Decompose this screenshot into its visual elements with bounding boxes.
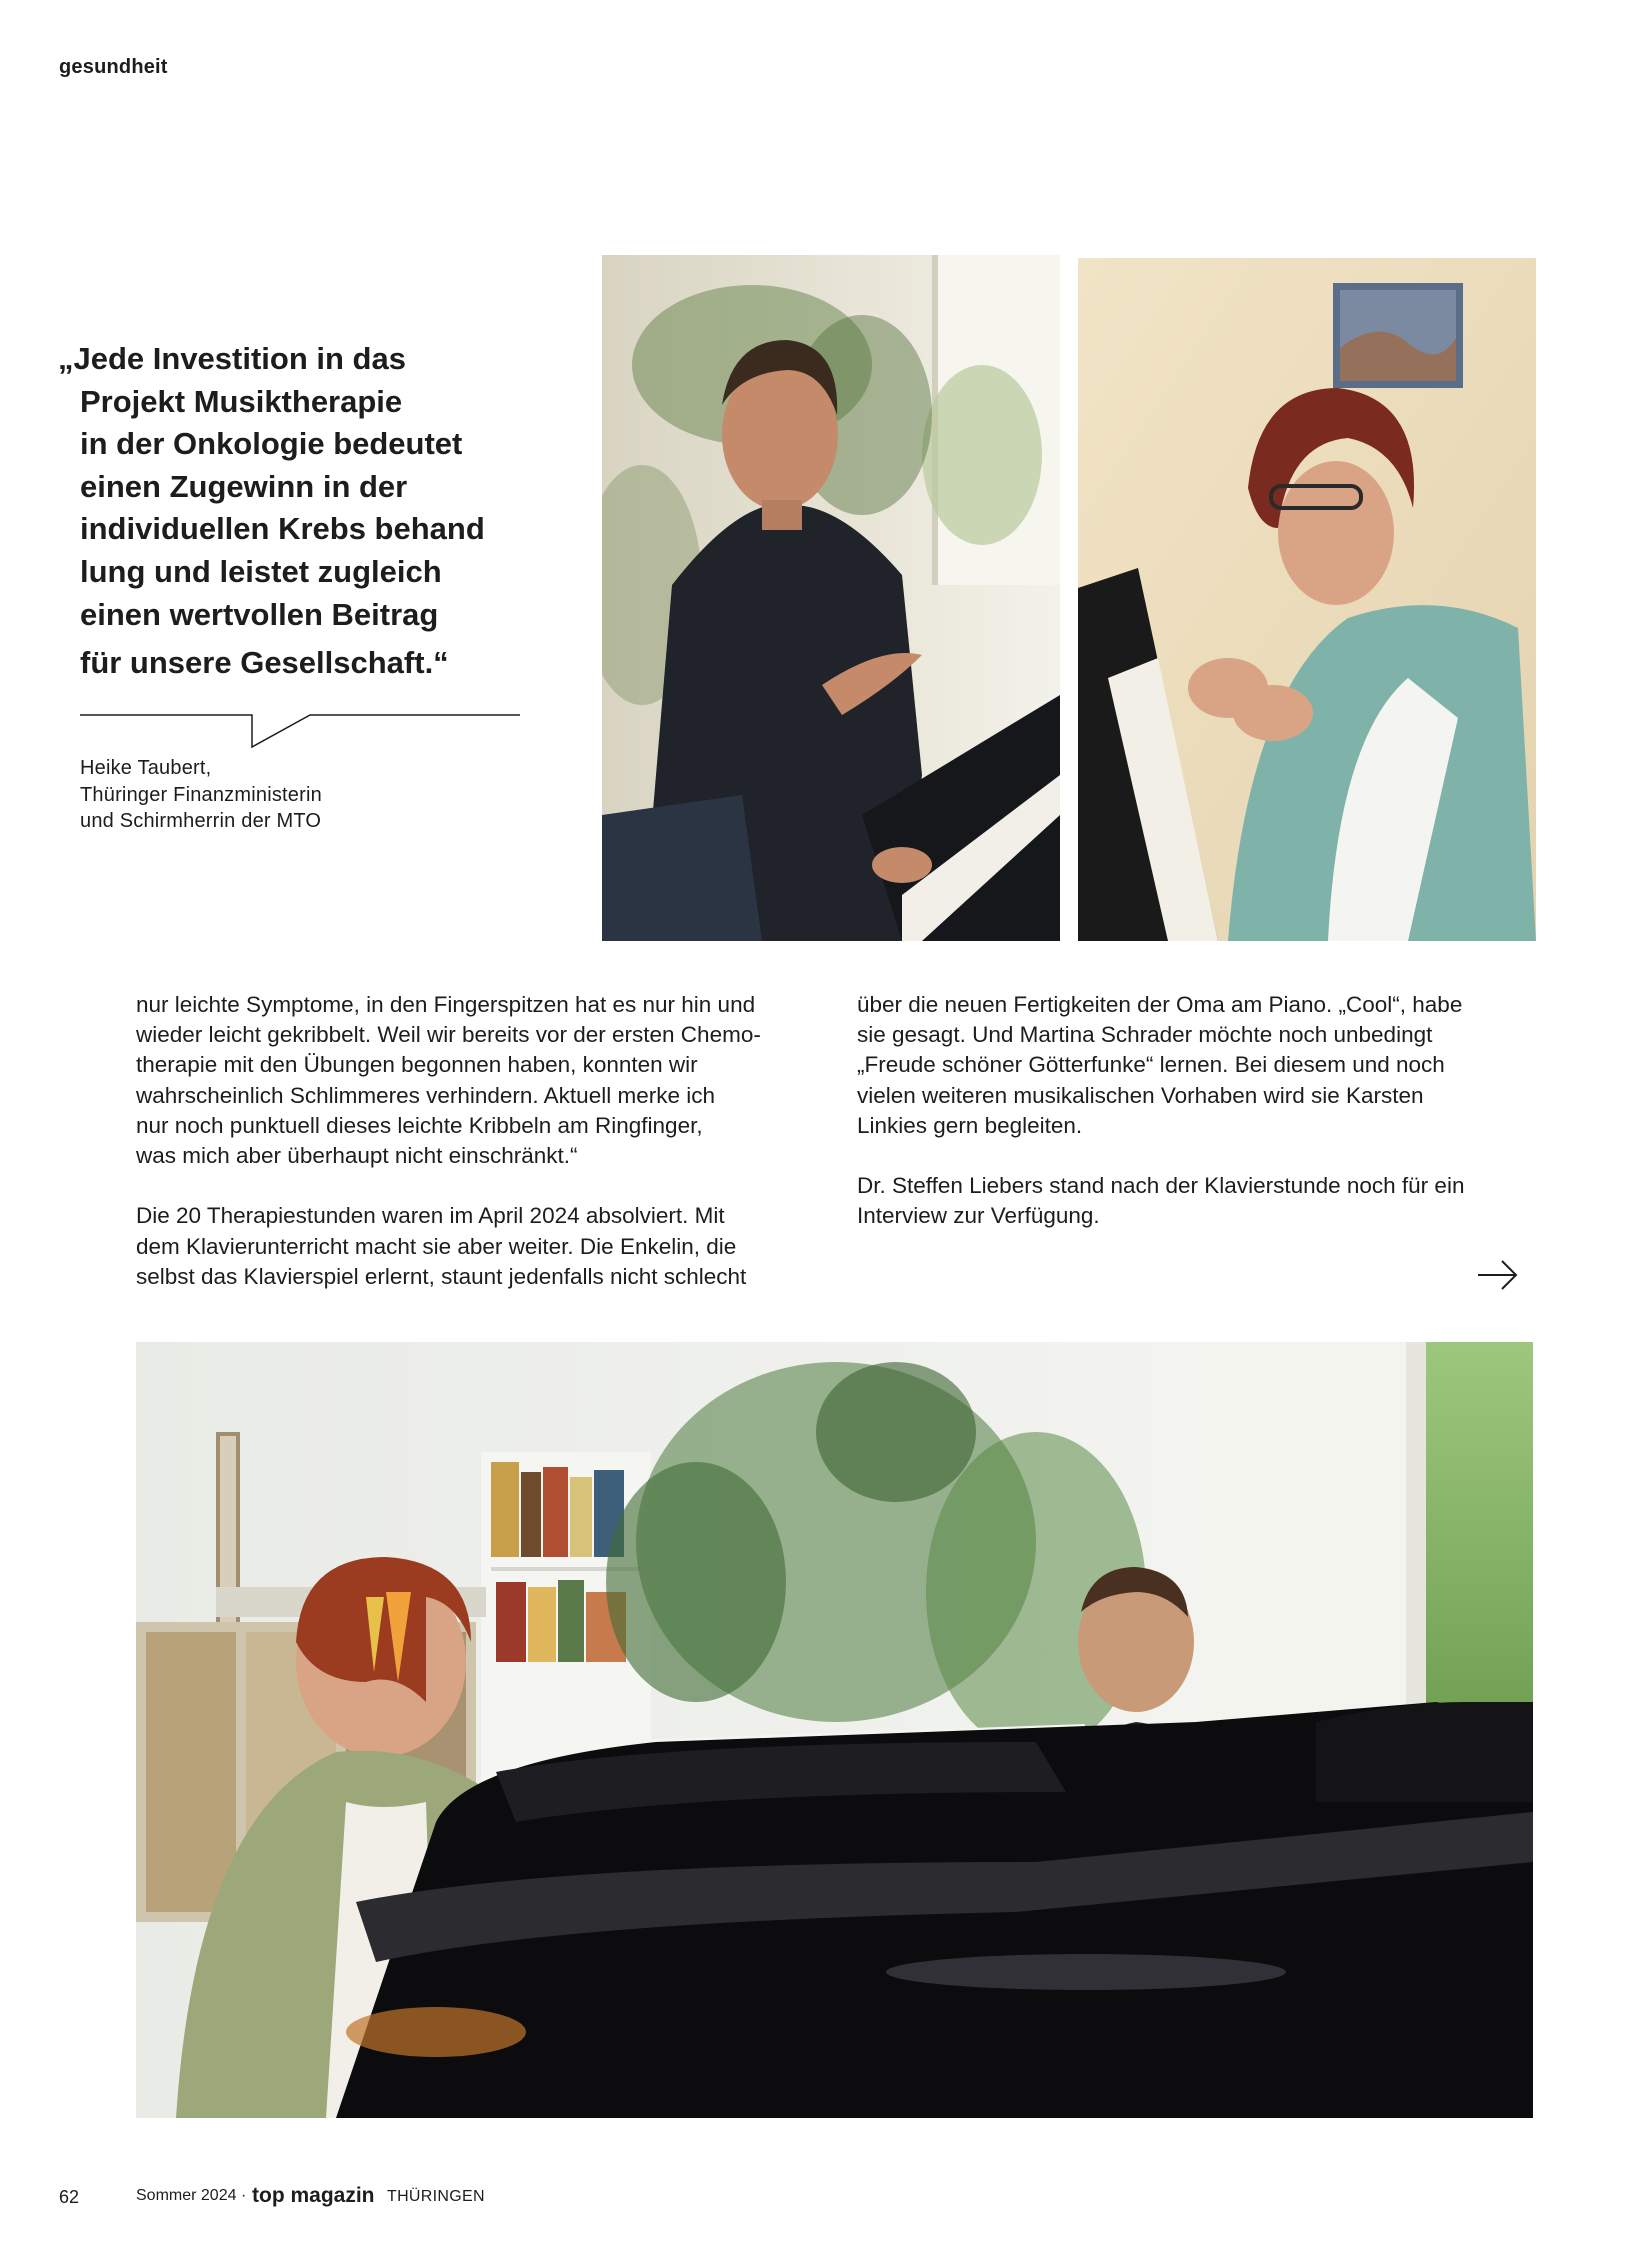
quote-line: einen Zugewinn in der (80, 468, 408, 504)
body-line: therapie mit den Übungen begonnen haben, konnten wir (136, 1052, 698, 1078)
quote-attribution (80, 755, 410, 835)
body-line: „Freude schöner Götterfunke“ lernen. Bei diesem und noch (857, 1052, 1445, 1078)
quote-line: in der Onkologie bedeutet (80, 426, 463, 462)
magazine-brand: top magazin (252, 2184, 375, 2207)
speech-bubble-line (80, 705, 525, 753)
quote-line: Projekt Musiktherapie (80, 383, 403, 419)
article-column-right (857, 990, 1517, 1232)
body-line: sie gesagt. Und Martina Schrader möchte noch unbedingt (857, 1022, 1433, 1048)
issue-date: Sommer 2024 · (136, 2187, 247, 2204)
paragraph-gap (857, 1141, 1517, 1171)
quote-line: einen wertvollen Beitrag (80, 596, 439, 632)
quote-line: individuellen Krebs behand (80, 511, 485, 547)
article-column-left (136, 990, 796, 1292)
quote-line: lung und leistet zugleich (80, 553, 442, 589)
photo-woman-laughing (1078, 258, 1536, 941)
body-line: Die 20 Therapiestunden waren im April 2024 absolviert. Mit (136, 1203, 725, 1229)
body-line: Dr. Steffen Liebers stand nach der Klavierstunde noch für ein (857, 1173, 1465, 1199)
body-line: Linkies gern begleiten. (857, 1112, 1083, 1138)
body-line: vielen weiteren musikalischen Vorhaben wird sie Karsten (857, 1082, 1424, 1108)
section-label: gesundheit (59, 56, 168, 78)
quote-line: für unsere Gesellschaft.“ (80, 645, 449, 681)
magazine-region: THÜRINGEN (387, 2188, 485, 2205)
attribution-line: Heike Taubert, (80, 757, 212, 779)
body-line: nur noch punktuell dieses leichte Kribbeln am Ringfinger, (136, 1112, 703, 1138)
body-line: was mich aber überhaupt nicht einschränkt.“ (136, 1143, 578, 1169)
body-line: dem Klavierunterricht macht sie aber weiter. Die Enkelin, die (136, 1233, 737, 1259)
attribution-line: Thüringer Finanzministerin (80, 783, 322, 806)
body-line: über die neuen Fertigkeiten der Oma am Piano. „Cool“, habe (857, 992, 1463, 1017)
pull-quote (58, 338, 528, 685)
body-line: nur leichte Symptome, in den Fingerspitzen hat es nur hin und (136, 992, 756, 1017)
page-footer (0, 2184, 1648, 2217)
arrow-right-icon (1476, 1258, 1520, 1292)
body-line: wieder leicht gekribbelt. Weil wir bereits vor der ersten Chemo- (136, 1022, 761, 1048)
photo-man-at-piano (602, 255, 1060, 941)
body-line: Interview zur Verfügung. (857, 1203, 1100, 1229)
attribution-line: und Schirmherrin der MTO (80, 810, 322, 832)
photo-grand-piano-lesson (136, 1342, 1533, 2118)
body-line: selbst das Klavierspiel erlernt, staunt jedenfalls nicht schlecht (136, 1263, 747, 1289)
body-line: wahrscheinlich Schlimmeres verhindern. Aktuell merke ich (136, 1082, 715, 1108)
quote-line: „Jede Investition in das (58, 341, 406, 376)
paragraph-gap (136, 1171, 796, 1201)
page-number: 62 (59, 2187, 80, 2207)
